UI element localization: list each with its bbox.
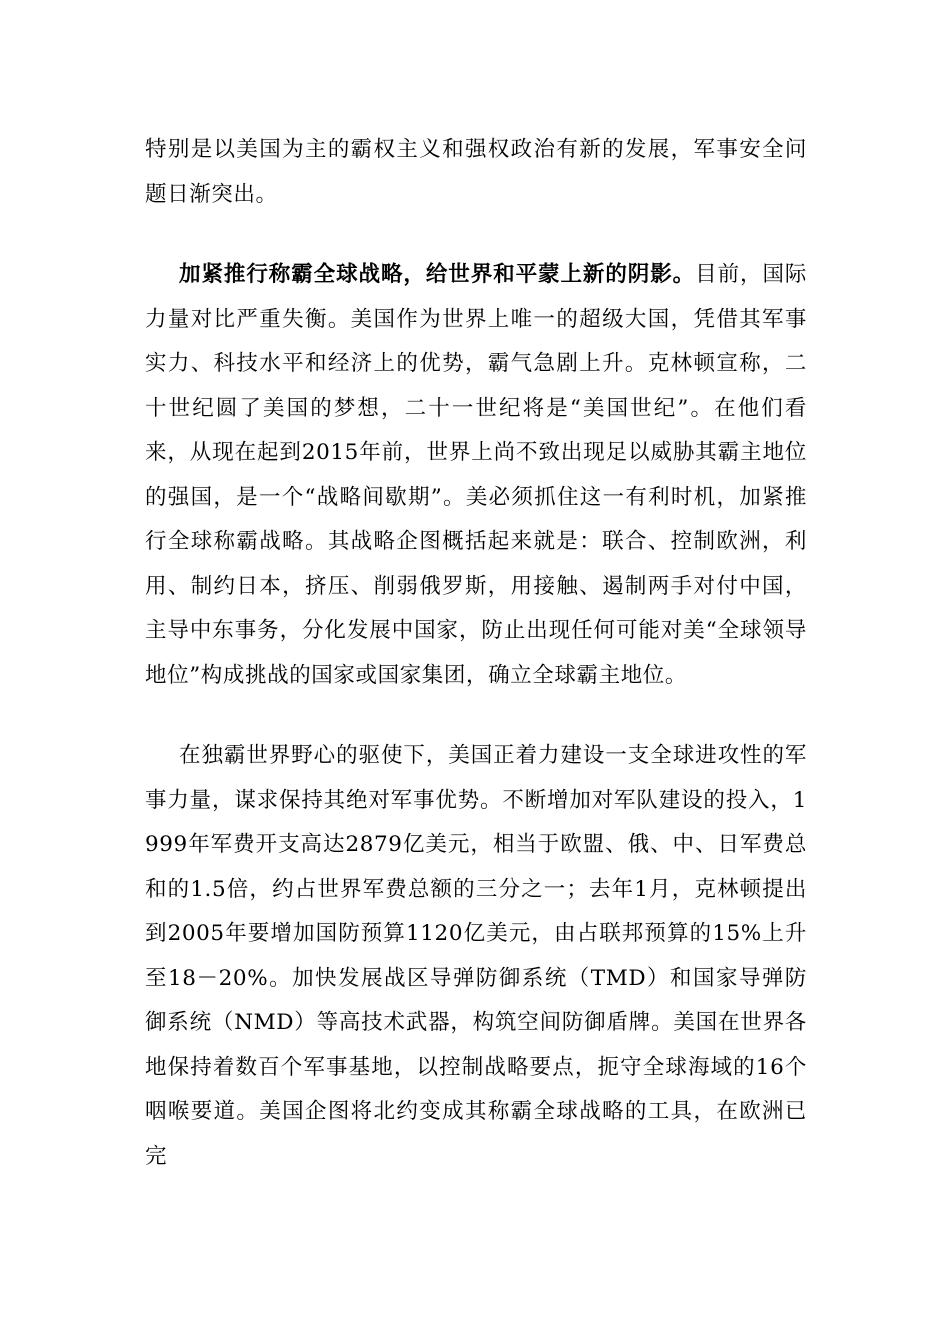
paragraph-2 (145, 253, 807, 698)
paragraph-1: 特别是以美国为主的霸权主义和强权政治有新的发展，军事安全问题日渐突出。 (145, 137, 807, 207)
paragraph-3: 在独霸世界野心的驱使下，美国正着力建设一支全球进攻性的军事力量，谋求保持其绝对军事优势。不断增加对军队建设的投入，1999年军费开支高达2879亿美元，相当于欧盟、俄、中、日军费总和的1.5倍，约占世界军费总额的三分之一；去年1月，克林顿提出到2005年要增加国防预算1120亿美元，由占联邦预算的15%上升至18－20%。加快发展战区导弹防御系统（TMD）和国家导弹防御系统（NMD）等高技术武器，构筑空间防御盾牌。美国在世界各地保持着数百个军事基地，以控制战略要点，扼守全球海域的16个咽喉要道。美国企图将北约变成其称霸全球战略的工具，在欧洲已完 (145, 743, 807, 1169)
paragraph-2-lead-heading: 加紧推行称霸全球战略，给世界和平蒙上新的阴影。 (179, 262, 696, 287)
document-body (145, 128, 807, 1179)
paragraph-2-body: 目前，国际力量对比严重失衡。美国作为世界上唯一的超级大国，凭借其军事实力、科技水平和经济上的优势，霸气急剧上升。克林顿宣称，二十世纪圆了美国的梦想，二十一世纪将是“美国世纪”。在他们看来，从现在起到2015年前，世界上尚不致出现足以威胁其霸主地位的强国，是一个“战略间歇期”。美必须抓住这一有利时机，加紧推行全球称霸战略。其战略企图概括起来就是：联合、控制欧洲，利用、制约日本，挤压、削弱俄罗斯，用接触、遏制两手对付中国，主导中东事务，分化发展中国家，防止出现任何可能对美“全球领导地位”构成挑战的国家或国家集团，确立全球霸主地位。 (145, 262, 807, 688)
